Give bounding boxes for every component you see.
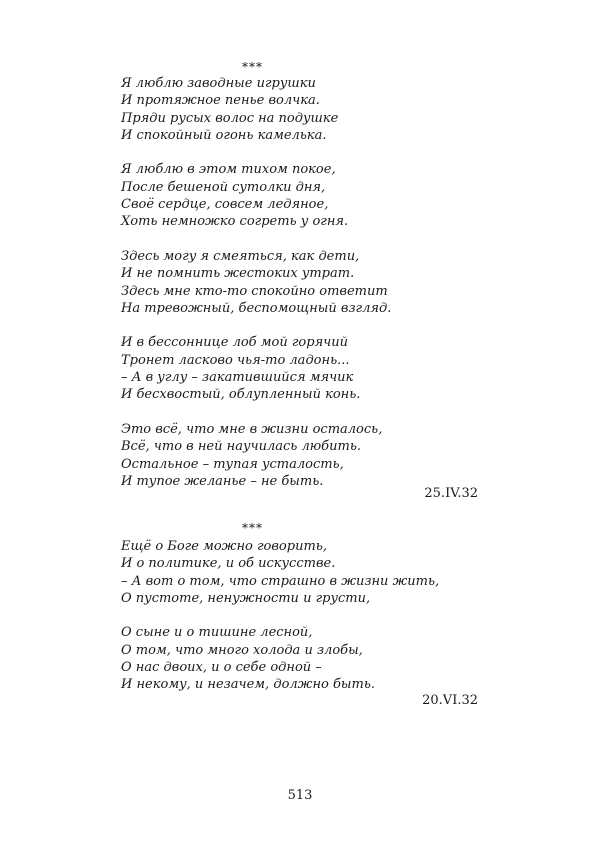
poem-1 [121, 75, 391, 507]
stanza [121, 421, 391, 490]
verse-line: И тупое желанье – не быть. [121, 473, 324, 489]
verse-line: О том, что много холода и злобы, [121, 642, 363, 658]
stanza [121, 248, 391, 317]
verse-line: Хоть немножко согреть у огня. [121, 214, 349, 230]
stanza [121, 75, 391, 144]
poem-2 [121, 538, 439, 711]
page-number: 513 [287, 788, 313, 803]
verse-line: Я люблю в этом тихом покое, [121, 162, 336, 178]
verse-line: И протяжное пенье волчка. [121, 93, 320, 109]
verse-line: После бешеной сутолки дня, [121, 179, 326, 195]
stanza [121, 624, 439, 693]
verse-line: И спокойный огонь камелька. [121, 127, 327, 143]
verse-line: И бесхвостый, облупленный конь. [121, 387, 361, 403]
verse-line: О нас двоих, и о себе одной – [121, 660, 322, 676]
verse-line: И о политике, и об искусстве. [121, 556, 336, 572]
verse-line: Тронет ласково чья-то ладонь... [121, 352, 350, 368]
verse-line: Это всё, что мне в жизни осталось, [121, 421, 383, 437]
verse-line: На тревожный, беспомощный взгляд. [121, 300, 392, 316]
verse-line: – А вот о том, что страшно в жизни жить, [121, 573, 440, 589]
verse-line: Пряди русых волос на подушке [121, 110, 339, 126]
verse-line: Я люблю заводные игрушки [121, 76, 316, 91]
verse-line: И в бессоннице лоб мой горячий [121, 335, 349, 351]
verse-line: – А в углу – закатившийся мячик [121, 370, 354, 386]
stanza [121, 334, 391, 403]
verse-line: И некому, и незачем, должно быть. [121, 677, 376, 693]
poem-separator: *** [242, 60, 263, 74]
verse-line: Здесь могу я смеяться, как дети, [121, 248, 360, 264]
verse-line: Остальное – тупая усталость, [121, 456, 344, 472]
poem-separator: *** [242, 521, 263, 535]
verse-line: Всё, что в ней научилась любить. [121, 439, 362, 455]
verse-line: О пустоте, ненужности и грусти, [121, 590, 371, 606]
verse-line: Своё сердце, совсем ледяное, [121, 197, 329, 213]
poem-date: 25.IV.32 [424, 486, 478, 501]
stanza [121, 161, 391, 230]
verse-line: Здесь мне кто-то спокойно ответит [121, 283, 388, 299]
verse-line: И не помнить жестоких утрат. [121, 266, 355, 282]
stanza [121, 538, 439, 607]
verse-line: О сыне и о тишине лесной, [121, 625, 313, 641]
poem-date: 20.VI.32 [422, 693, 478, 708]
verse-line: Ещё о Боге можно говорить, [121, 539, 327, 554]
